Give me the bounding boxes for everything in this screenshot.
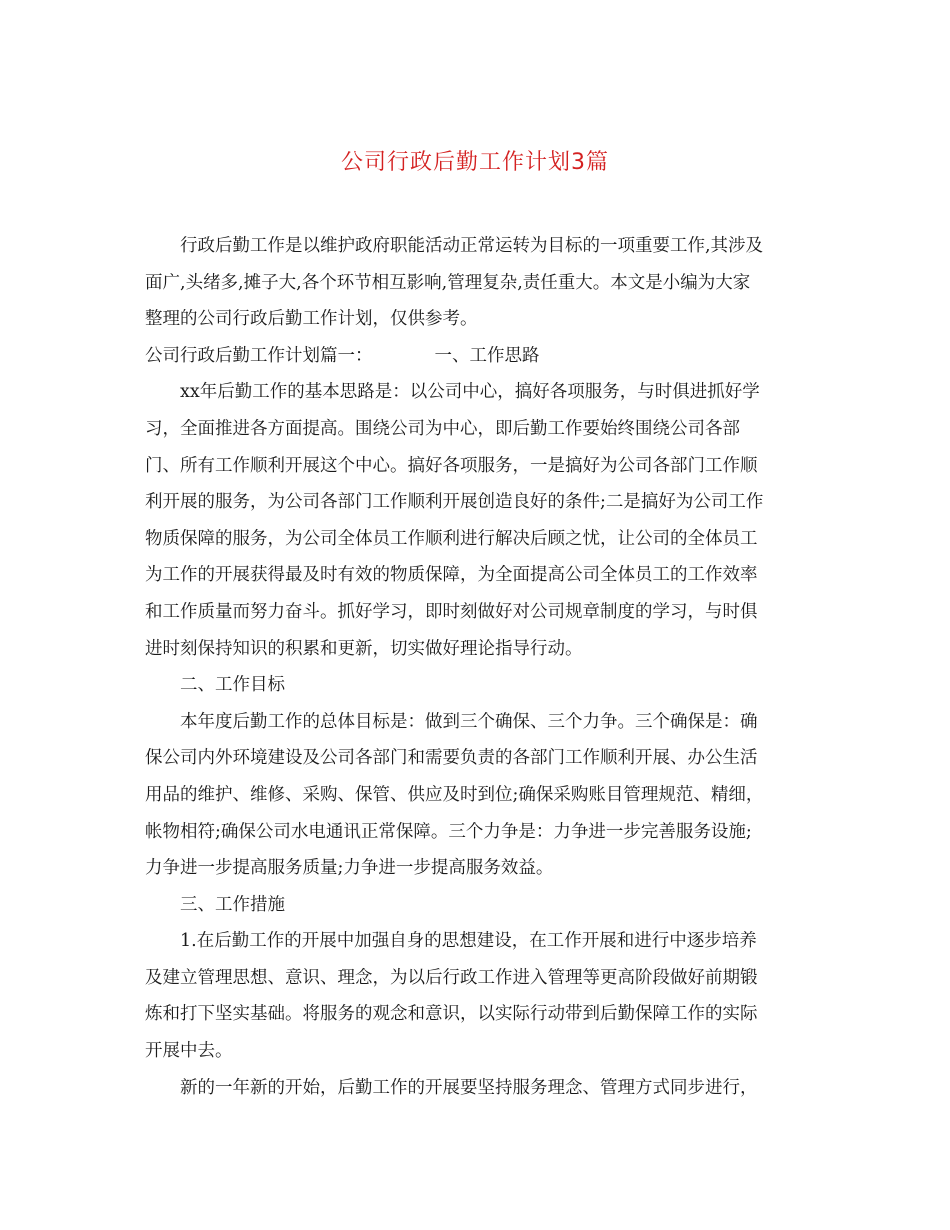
paragraph-line: 新的一年新的开始，后勤工作的开展要坚持服务理念、管理方式同步进行，: [180, 1077, 758, 1098]
paragraph-line: 开展中去。: [145, 1041, 233, 1062]
paragraph-line: 用品的维护、维修、采购、保管、供应及时到位;确保采购账目管理规范、精细，: [145, 784, 764, 805]
paragraph-line: 及建立管理思想、意识、理念，为以后行政工作进入管理等更高阶段做好前期锻: [145, 967, 758, 988]
paragraph-line: 利开展的服务，为公司各部门工作顺利开展创造良好的条件;二是搞好为公司工作: [145, 492, 764, 513]
paragraph-line: 行政后勤工作是以维护政府职能活动正常运转为目标的一项重要工作,其涉及: [180, 236, 764, 256]
section-heading: 一、工作思路: [434, 345, 540, 366]
paragraph-line: 保公司内外环境建设及公司各部门和需要负责的各部门工作顺利开展、办公生活: [145, 748, 758, 769]
paragraph-line: 门、所有工作顺利开展这个中心。搞好各项服务，一是搞好为公司各部门工作顺: [145, 455, 758, 476]
part-label: 公司行政后勤工作计划篇一：: [145, 345, 373, 366]
paragraph-line: xx年后勤工作的基本思路是：以公司中心，搞好各项服务，与时俱进抓好学: [180, 382, 760, 403]
paragraph-line: 为工作的开展获得最及时有效的物质保障，为全面提高公司全体员工的工作效率: [145, 565, 758, 586]
document-title: 公司行政后勤工作计划3篇: [341, 150, 609, 175]
section-heading: 三、工作措施: [180, 894, 285, 915]
paragraph-line: 习，全面推进各方面提高。围绕公司为中心，即后勤工作要始终围绕公司各部: [145, 418, 740, 439]
paragraph-line: 物质保障的服务，为公司全体员工作顺利进行解决后顾之忧，让公司的全体员工: [145, 528, 758, 549]
section-heading: 二、工作目标: [180, 675, 285, 696]
paragraph-line: 1.在后勤工作的开展中加强自身的思想建设，在工作开展和进行中逐步培养: [180, 931, 757, 952]
paragraph-line: 整理的公司行政后勤工作计划，仅供参考。: [145, 309, 478, 330]
paragraph-line: 帐物相符;确保公司水电通讯正常保障。三个力争是：力争进一步完善服务设施;: [145, 821, 752, 842]
paragraph-line: 面广,头绪多,摊子大,各个环节相互影响,管理复杂,责任重大。本文是小编为大家: [145, 272, 751, 293]
paragraph-line: 本年度后勤工作的总体目标是：做到三个确保、三个力争。三个确保是：确: [180, 711, 758, 732]
section-line: [145, 338, 807, 375]
paragraph-line: 进时刻保持知识的积累和更新，切实做好理论指导行动。: [145, 638, 583, 659]
paragraph-line: 炼和打下坚实基础。将服务的观念和意识，以实际行动带到后勤保障工作的实际: [145, 1004, 758, 1025]
document-body: [145, 228, 807, 1106]
paragraph-line: 和工作质量而努力奋斗。抓好学习，即时刻做好对公司规章制度的学习，与时俱: [145, 601, 758, 622]
paragraph-line: 力争进一步提高服务质量;力争进一步提高服务效益。: [145, 858, 554, 879]
